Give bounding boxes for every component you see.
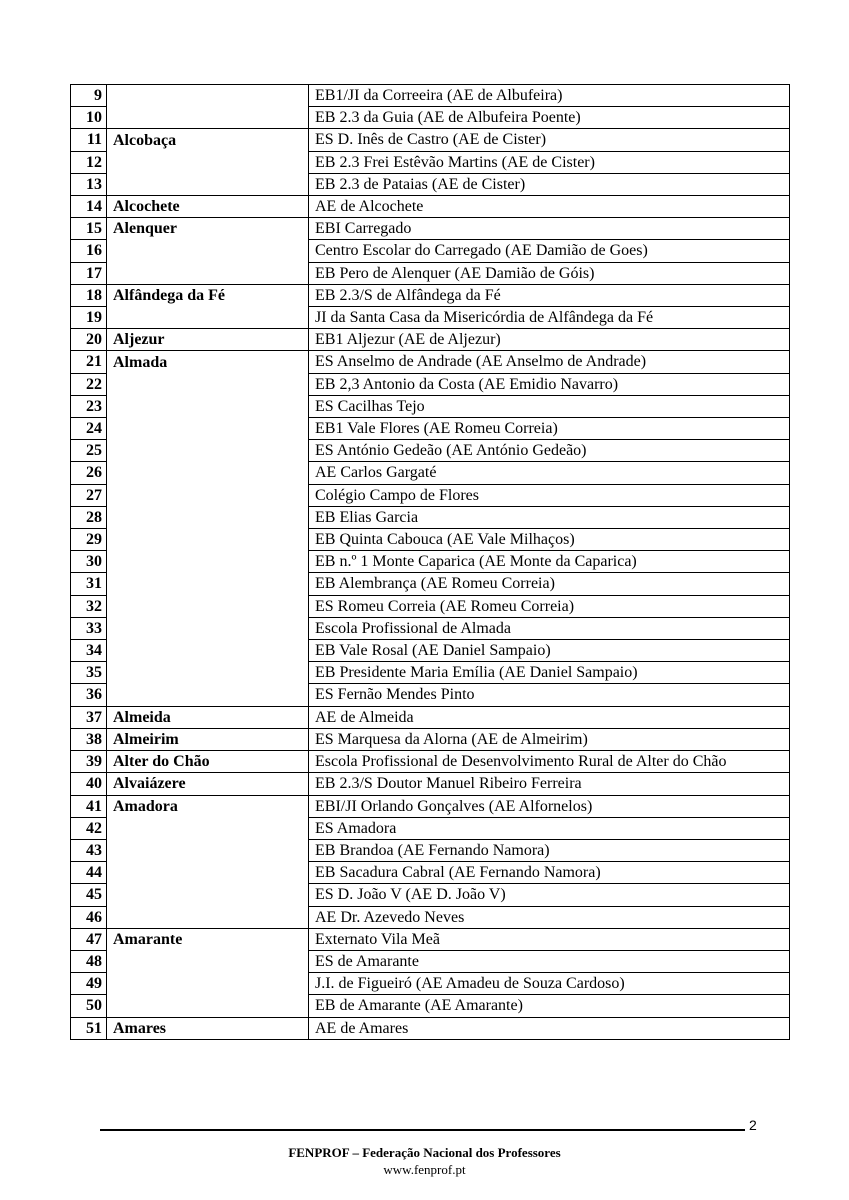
school-cell: EB 2,3 Antonio da Costa (AE Emidio Navarro) (309, 373, 790, 395)
municipality-cell (107, 506, 309, 528)
schools-table-body (71, 85, 790, 1040)
table-row (71, 662, 790, 684)
table-row (71, 573, 790, 595)
municipality-cell (107, 595, 309, 617)
municipality-cell (107, 418, 309, 440)
school-cell: EBI Carregado (309, 218, 790, 240)
municipality-cell: Alter do Chão (107, 751, 309, 773)
school-cell: ES Marquesa da Alorna (AE de Almeirim) (309, 728, 790, 750)
school-cell: ES Fernão Mendes Pinto (309, 684, 790, 706)
row-number: 25 (71, 440, 107, 462)
row-number: 47 (71, 928, 107, 950)
school-cell: Centro Escolar do Carregado (AE Damião de Goes) (309, 240, 790, 262)
school-cell: EB1/JI da Correeira (AE de Albufeira) (309, 85, 790, 107)
school-cell: ES de Amarante (309, 950, 790, 972)
table-row (71, 484, 790, 506)
table-row (71, 706, 790, 728)
table-row (71, 950, 790, 972)
table-row (71, 1017, 790, 1039)
table-row (71, 307, 790, 329)
school-cell: AE de Amares (309, 1017, 790, 1039)
table-row (71, 373, 790, 395)
school-cell: EB1 Vale Flores (AE Romeu Correia) (309, 418, 790, 440)
table-row (71, 196, 790, 218)
footer-url: www.fenprof.pt (383, 1162, 466, 1177)
table-row (71, 85, 790, 107)
school-cell: EBI/JI Orlando Gonçalves (AE Alfornelos) (309, 795, 790, 817)
school-cell: ES Amadora (309, 817, 790, 839)
row-number: 23 (71, 395, 107, 417)
municipality-cell (107, 240, 309, 262)
table-row (71, 351, 790, 373)
municipality-cell (107, 107, 309, 129)
row-number: 11 (71, 129, 107, 151)
row-number: 37 (71, 706, 107, 728)
footer-organization: FENPROF – Federação Nacional dos Professores (288, 1145, 561, 1160)
municipality-cell (107, 973, 309, 995)
school-cell: AE Carlos Gargaté (309, 462, 790, 484)
school-cell: EB Quinta Cabouca (AE Vale Milhaços) (309, 529, 790, 551)
row-number: 49 (71, 973, 107, 995)
table-row (71, 795, 790, 817)
table-row (71, 506, 790, 528)
table-row (71, 595, 790, 617)
row-number: 14 (71, 196, 107, 218)
municipality-cell (107, 884, 309, 906)
table-row (71, 529, 790, 551)
school-cell: J.I. de Figueiró (AE Amadeu de Souza Cardoso) (309, 973, 790, 995)
school-cell: EB Vale Rosal (AE Daniel Sampaio) (309, 640, 790, 662)
municipality-cell (107, 551, 309, 573)
table-row (71, 551, 790, 573)
school-cell: ES D. João V (AE D. João V) (309, 884, 790, 906)
municipality-cell (107, 573, 309, 595)
row-number: 24 (71, 418, 107, 440)
municipality-cell (107, 817, 309, 839)
table-row (71, 262, 790, 284)
table-row (71, 884, 790, 906)
row-number: 44 (71, 862, 107, 884)
row-number: 43 (71, 839, 107, 861)
municipality-cell (107, 262, 309, 284)
school-cell: EB Alembrança (AE Romeu Correia) (309, 573, 790, 595)
row-number: 41 (71, 795, 107, 817)
municipality-cell (107, 684, 309, 706)
school-cell: EB 2.3 de Pataias (AE de Cister) (309, 173, 790, 195)
municipality-cell: Alfândega da Fé (107, 284, 309, 306)
row-number: 26 (71, 462, 107, 484)
school-cell: AE de Almeida (309, 706, 790, 728)
table-row (71, 151, 790, 173)
table-row (71, 329, 790, 351)
schools-table (70, 84, 790, 1040)
row-number: 35 (71, 662, 107, 684)
table-row (71, 684, 790, 706)
school-cell: ES Cacilhas Tejo (309, 395, 790, 417)
row-number: 45 (71, 884, 107, 906)
row-number: 42 (71, 817, 107, 839)
school-cell: EB Presidente Maria Emília (AE Daniel Sampaio) (309, 662, 790, 684)
row-number: 18 (71, 284, 107, 306)
school-cell: ES António Gedeão (AE António Gedeão) (309, 440, 790, 462)
table-row (71, 995, 790, 1017)
row-number: 38 (71, 728, 107, 750)
row-number: 12 (71, 151, 107, 173)
row-number: 17 (71, 262, 107, 284)
municipality-cell: Almada (107, 351, 309, 373)
row-number: 46 (71, 906, 107, 928)
municipality-cell (107, 440, 309, 462)
table-row (71, 728, 790, 750)
school-cell: EB 2.3/S Doutor Manuel Ribeiro Ferreira (309, 773, 790, 795)
table-row (71, 218, 790, 240)
row-number: 40 (71, 773, 107, 795)
municipality-cell (107, 839, 309, 861)
row-number: 36 (71, 684, 107, 706)
school-cell: EB n.º 1 Monte Caparica (AE Monte da Caparica) (309, 551, 790, 573)
municipality-cell (107, 617, 309, 639)
row-number: 39 (71, 751, 107, 773)
school-cell: JI da Santa Casa da Misericórdia de Alfândega da Fé (309, 307, 790, 329)
school-cell: EB1 Aljezur (AE de Aljezur) (309, 329, 790, 351)
table-row (71, 462, 790, 484)
municipality-cell (107, 395, 309, 417)
row-number: 10 (71, 107, 107, 129)
municipality-cell: Alcochete (107, 196, 309, 218)
municipality-cell (107, 173, 309, 195)
table-row (71, 395, 790, 417)
municipality-cell (107, 462, 309, 484)
school-cell: EB Brandoa (AE Fernando Namora) (309, 839, 790, 861)
municipality-cell: Amares (107, 1017, 309, 1039)
municipality-cell (107, 906, 309, 928)
table-row (71, 240, 790, 262)
row-number: 48 (71, 950, 107, 972)
municipality-cell (107, 529, 309, 551)
row-number: 9 (71, 85, 107, 107)
school-cell: ES Romeu Correia (AE Romeu Correia) (309, 595, 790, 617)
table-row (71, 973, 790, 995)
school-cell: EB de Amarante (AE Amarante) (309, 995, 790, 1017)
row-number: 34 (71, 640, 107, 662)
school-cell: EB 2.3 da Guia (AE de Albufeira Poente) (309, 107, 790, 129)
municipality-cell (107, 151, 309, 173)
table-row (71, 129, 790, 151)
school-cell: Colégio Campo de Flores (309, 484, 790, 506)
school-cell: ES D. Inês de Castro (AE de Cister) (309, 129, 790, 151)
row-number: 29 (71, 529, 107, 551)
table-row (71, 817, 790, 839)
table-row (71, 928, 790, 950)
row-number: 51 (71, 1017, 107, 1039)
table-row (71, 284, 790, 306)
table-row (71, 418, 790, 440)
page-number: 2 (749, 1117, 757, 1133)
row-number: 50 (71, 995, 107, 1017)
row-number: 20 (71, 329, 107, 351)
school-cell: EB 2.3 Frei Estêvão Martins (AE de Cister) (309, 151, 790, 173)
school-cell: AE Dr. Azevedo Neves (309, 906, 790, 928)
table-row (71, 440, 790, 462)
table-row (71, 751, 790, 773)
table-row (71, 640, 790, 662)
school-cell: EB Sacadura Cabral (AE Fernando Namora) (309, 862, 790, 884)
row-number: 19 (71, 307, 107, 329)
municipality-cell: Amadora (107, 795, 309, 817)
municipality-cell: Alenquer (107, 218, 309, 240)
row-number: 15 (71, 218, 107, 240)
school-cell: Escola Profissional de Almada (309, 617, 790, 639)
row-number: 16 (71, 240, 107, 262)
table-row (71, 617, 790, 639)
footer-divider (100, 1129, 745, 1131)
school-cell: AE de Alcochete (309, 196, 790, 218)
municipality-cell (107, 373, 309, 395)
municipality-cell: Amarante (107, 928, 309, 950)
table-row (71, 107, 790, 129)
municipality-cell: Aljezur (107, 329, 309, 351)
municipality-cell (107, 995, 309, 1017)
row-number: 22 (71, 373, 107, 395)
school-cell: Escola Profissional de Desenvolvimento Rural de Alter do Chão (309, 751, 790, 773)
row-number: 13 (71, 173, 107, 195)
municipality-cell (107, 484, 309, 506)
row-number: 28 (71, 506, 107, 528)
table-row (71, 862, 790, 884)
table-row (71, 173, 790, 195)
municipality-cell (107, 307, 309, 329)
table-row (71, 839, 790, 861)
municipality-cell (107, 662, 309, 684)
school-cell: EB Pero de Alenquer (AE Damião de Góis) (309, 262, 790, 284)
row-number: 30 (71, 551, 107, 573)
municipality-cell: Almeida (107, 706, 309, 728)
municipality-cell (107, 640, 309, 662)
table-row (71, 773, 790, 795)
municipality-cell (107, 862, 309, 884)
municipality-cell: Alcobaça (107, 129, 309, 151)
row-number: 32 (71, 595, 107, 617)
table-row (71, 906, 790, 928)
row-number: 31 (71, 573, 107, 595)
row-number: 33 (71, 617, 107, 639)
row-number: 21 (71, 351, 107, 373)
school-cell: EB Elias Garcia (309, 506, 790, 528)
municipality-cell (107, 950, 309, 972)
school-cell: Externato Vila Meã (309, 928, 790, 950)
school-cell: ES Anselmo de Andrade (AE Anselmo de Andrade) (309, 351, 790, 373)
municipality-cell: Almeirim (107, 728, 309, 750)
row-number: 27 (71, 484, 107, 506)
municipality-cell: Alvaiázere (107, 773, 309, 795)
municipality-cell (107, 85, 309, 107)
school-cell: EB 2.3/S de Alfândega da Fé (309, 284, 790, 306)
